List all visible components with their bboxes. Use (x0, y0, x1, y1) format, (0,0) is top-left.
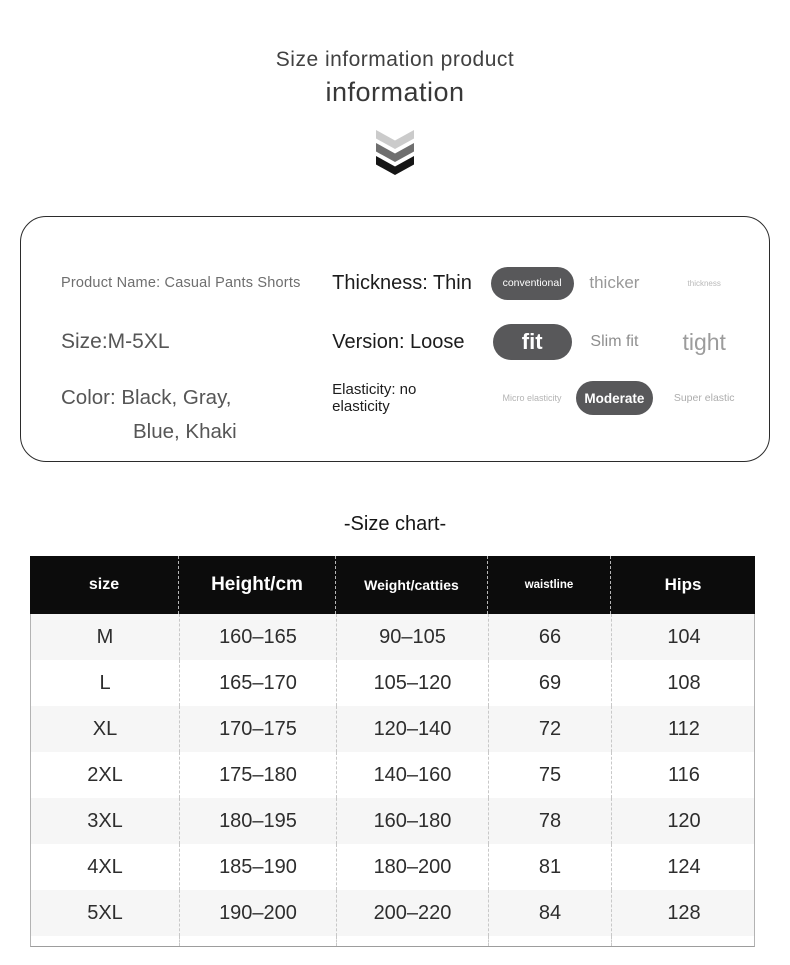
table-cell-height: 185–190 (179, 844, 336, 890)
table-row (31, 798, 754, 844)
product-info-box (20, 216, 770, 462)
option-label: Micro elasticity (502, 393, 562, 403)
thickness-label: Thickness: Thin (332, 271, 472, 294)
table-cell-height: 190–200 (179, 890, 336, 936)
table-cell-waist: 78 (488, 798, 611, 844)
elasticity-label: Elasticity: no elasticity (332, 381, 417, 415)
table-cell-height: 165–170 (179, 660, 336, 706)
thickness-option-thicker (589, 273, 639, 293)
column-header-weight: Weight/catties (335, 556, 487, 614)
column-header-size: size (88, 576, 120, 593)
table-cell-hips: 108 (611, 660, 756, 706)
table-cell-waist: 72 (488, 706, 611, 752)
product-name-text: Product Name: Casual Pants Shorts (61, 275, 301, 291)
info-row-elasticity (21, 373, 769, 459)
table-cell-hips: 116 (611, 752, 756, 798)
table-cell-weight: 140–160 (336, 752, 488, 798)
selected-pill: conventional (491, 267, 574, 300)
table-row (31, 752, 754, 798)
version-option-tight (639, 329, 769, 356)
column-header-height: Height/cm (178, 556, 335, 614)
size-chart-heading: -Size chart- (343, 513, 447, 535)
table-cell-hips: 120 (611, 798, 756, 844)
table-cell-size: M (96, 625, 114, 648)
table-row (31, 890, 754, 936)
page-title-line2: information (325, 77, 465, 107)
table-footer-strip (31, 936, 754, 946)
option-label: Slim fit (590, 333, 639, 350)
table-cell-hips: 124 (611, 844, 756, 890)
table-cell-weight: 160–180 (336, 798, 488, 844)
table-header-row (30, 556, 755, 614)
color-line1: Color: Black, Gray, (61, 386, 232, 409)
table-cell-height: 160–165 (179, 614, 336, 660)
table-cell-hips: 104 (611, 614, 756, 660)
table-cell-hips: 128 (611, 890, 756, 936)
size-chart-table (30, 556, 755, 947)
table-cell-weight: 200–220 (336, 890, 488, 936)
table-body (30, 614, 755, 947)
table-cell-waist: 84 (488, 890, 611, 936)
column-header-waistline: waistline (487, 556, 610, 614)
table-cell-weight: 105–120 (336, 660, 488, 706)
size-range-text: Size:M-5XL (61, 330, 170, 353)
table-cell-size: 5XL (87, 901, 123, 924)
table-cell-hips: 112 (611, 706, 756, 752)
table-cell-size: 3XL (87, 809, 123, 832)
table-row (31, 706, 754, 752)
option-label: tight (682, 328, 726, 355)
color-line2: Blue, Khaki (133, 420, 237, 443)
table-cell-height: 170–175 (179, 706, 336, 752)
elasticity-option-micro (475, 381, 590, 415)
page-title (0, 0, 790, 110)
table-cell-size: XL (92, 717, 118, 740)
table-cell-height: 175–180 (179, 752, 336, 798)
elasticity-option-moderate (584, 381, 645, 415)
table-row (31, 614, 754, 660)
table-cell-waist: 75 (488, 752, 611, 798)
table-cell-weight: 180–200 (336, 844, 488, 890)
table-cell-waist: 66 (488, 614, 611, 660)
thickness-option-conventional (475, 267, 590, 300)
option-label: Super elastic (673, 392, 735, 404)
table-cell-weight: 90–105 (336, 614, 488, 660)
triple-chevron-down-icon (0, 130, 790, 175)
option-label: thickness (687, 278, 721, 288)
table-cell-size: 2XL (87, 763, 123, 786)
column-header-hips: Hips (610, 556, 755, 614)
table-row (31, 660, 754, 706)
table-cell-size: 4XL (87, 855, 123, 878)
info-row-version (21, 311, 769, 373)
version-option-fit (475, 324, 590, 360)
selected-pill: Moderate (576, 381, 653, 415)
table-cell-size: L (99, 671, 111, 694)
color-options-text (21, 381, 332, 449)
page-title-line1: Size information product (275, 48, 515, 71)
info-row-thickness (21, 255, 769, 311)
version-option-slim-fit (590, 333, 640, 351)
table-row (31, 844, 754, 890)
table-cell-waist: 69 (488, 660, 611, 706)
table-cell-waist: 81 (488, 844, 611, 890)
table-cell-height: 180–195 (179, 798, 336, 844)
thickness-option-thickness (639, 279, 769, 288)
version-label: Version: Loose (332, 330, 465, 353)
table-cell-weight: 120–140 (336, 706, 488, 752)
elasticity-option-super (639, 381, 769, 415)
selected-pill: fit (493, 324, 572, 360)
option-label: thicker (589, 273, 640, 292)
